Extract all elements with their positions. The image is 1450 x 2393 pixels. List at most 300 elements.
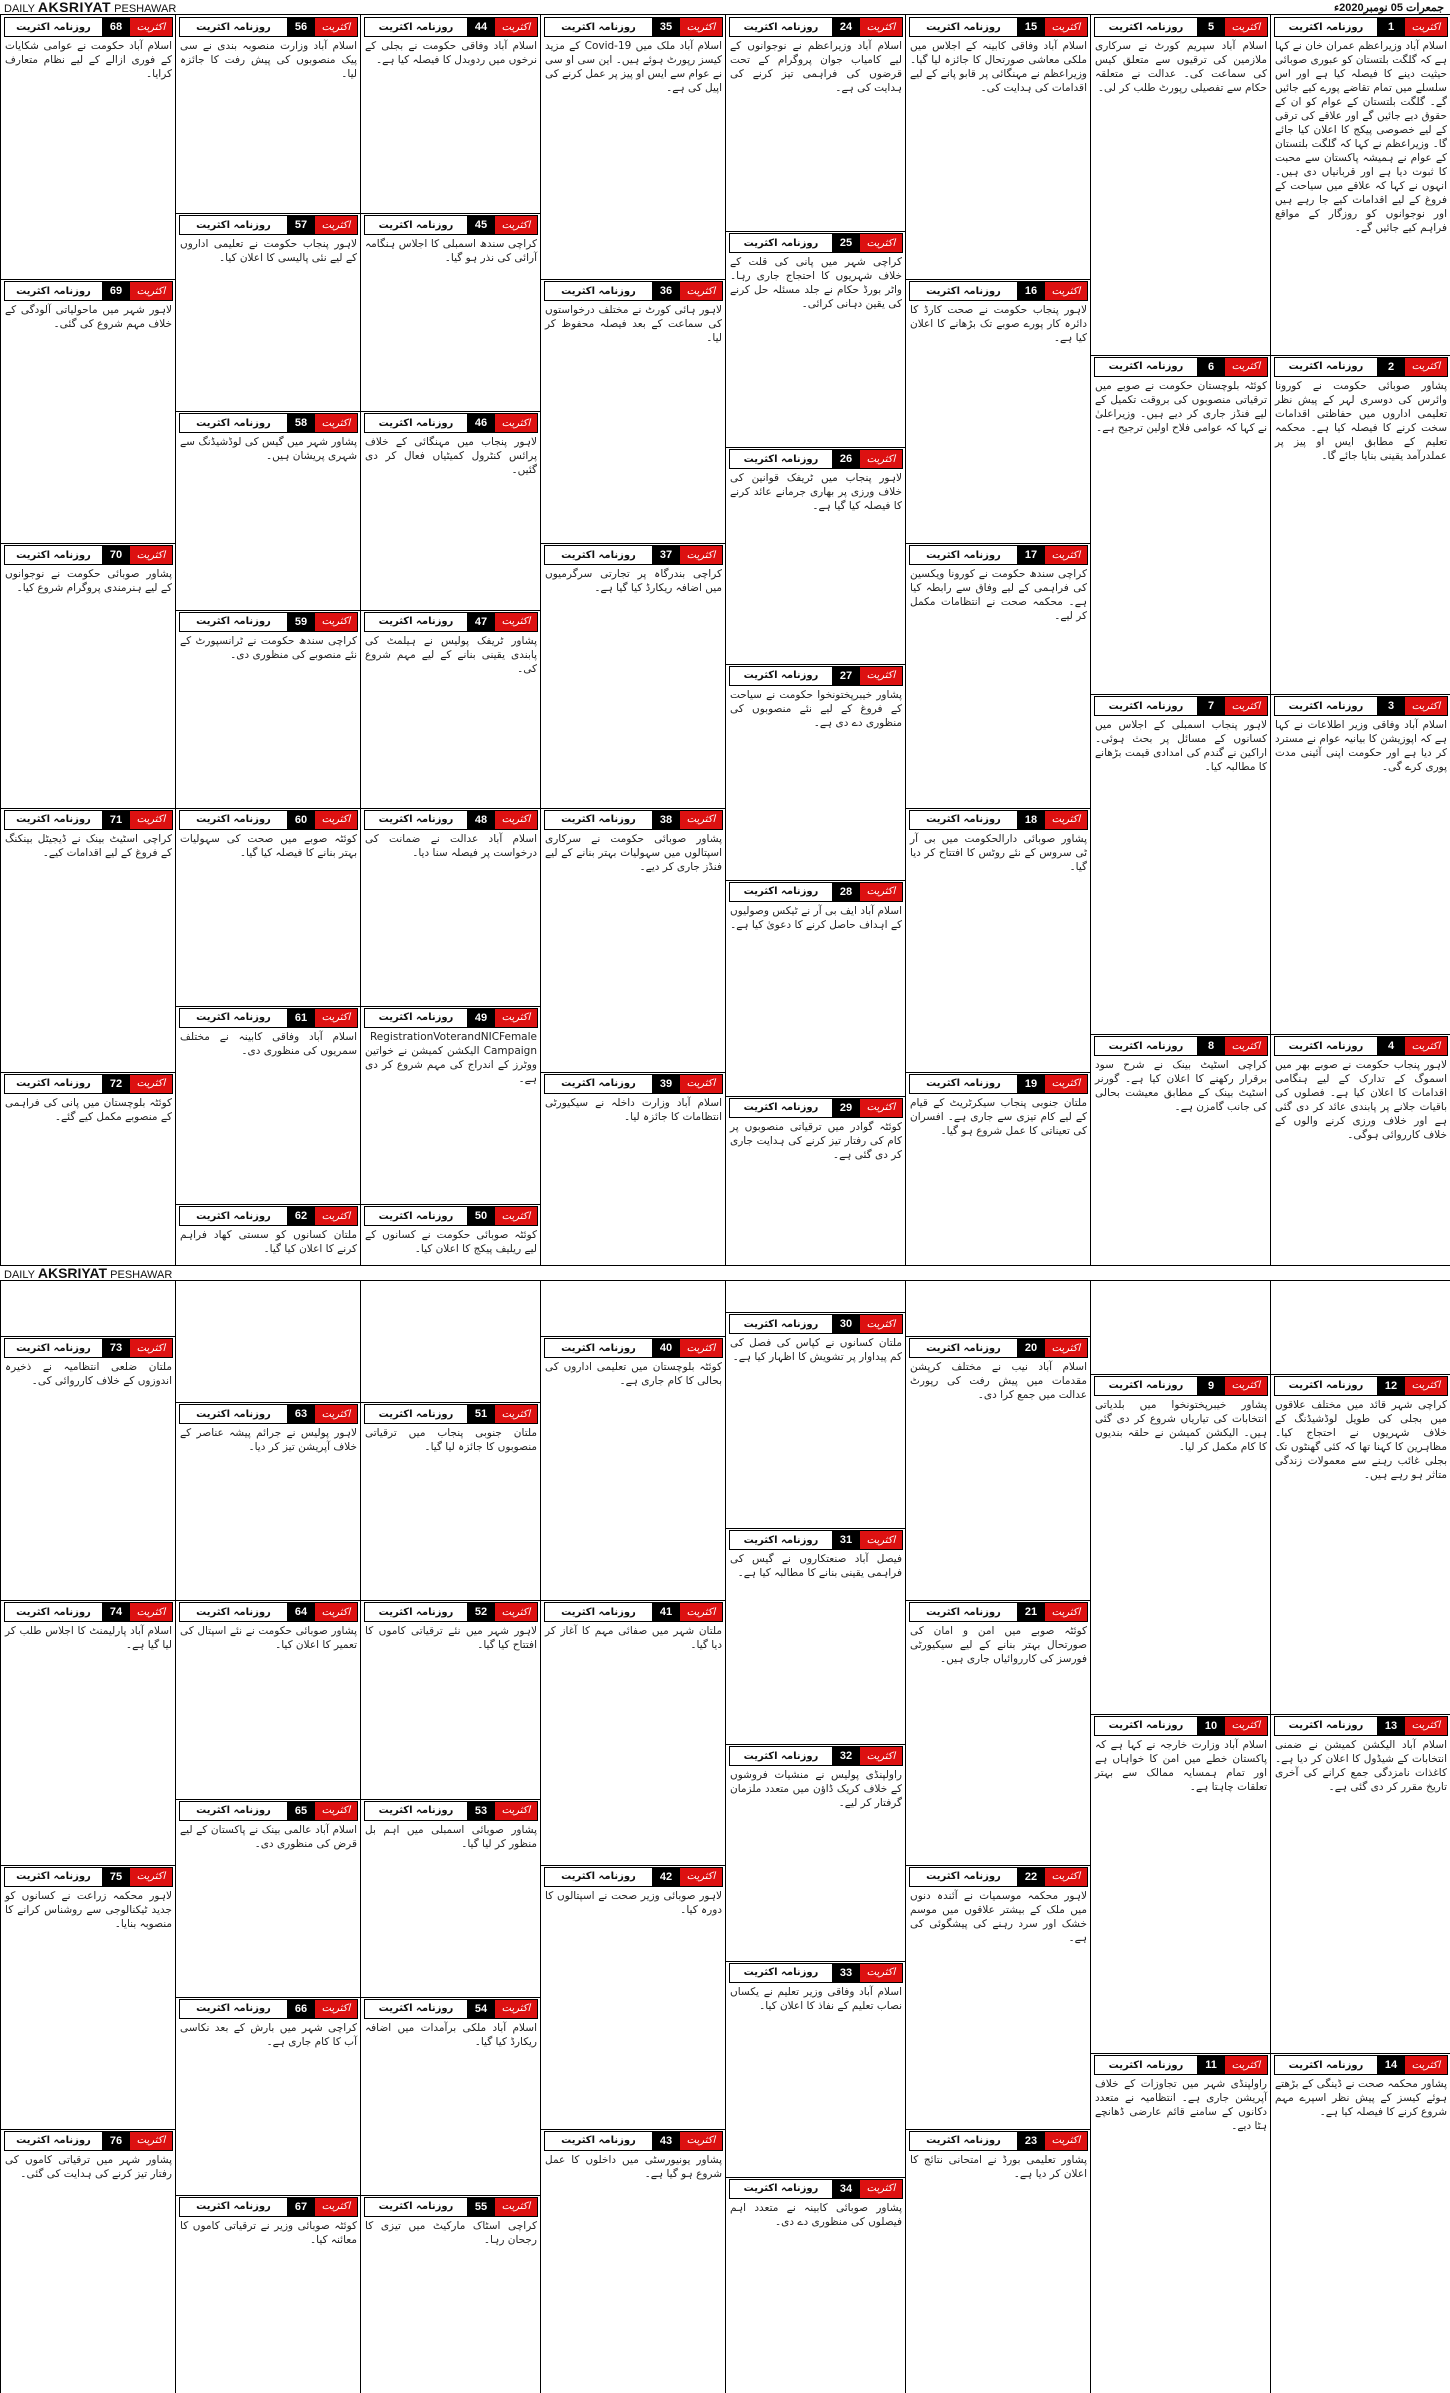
news-item-body: کوئٹہ صوبے میں صحت کی سہولیات بہتر بنانے کا فیصلہ کیا گیا۔ [180,832,357,859]
news-item-header [364,215,538,235]
news-item [1091,1714,1271,2054]
news-item-header [909,281,1088,301]
news-item [1,1336,176,1600]
news-item [176,15,361,213]
news-item-paper-label: روزنامہ اکثریت [743,1318,819,1330]
news-item-number: 66 [287,2000,315,2018]
news-item [176,1600,361,1798]
paper-logo-badge: اکثریت [1225,697,1267,715]
news-item [176,213,361,411]
item-divider [906,279,1091,280]
news-item-number: 39 [652,1075,680,1093]
news-item [361,15,541,213]
paper-logo-badge: اکثریت [860,667,902,685]
news-item-header [364,17,538,37]
news-item-header [364,413,538,433]
news-item [1271,694,1450,1034]
paper-logo-badge: اکثریت [1045,1868,1087,1886]
news-item-body: پشاور خیبرپختونخوا حکومت نے سیاحت کے فروغ کے لیے نئے منصوبوں کی منظوری دے دی ہے۔ [730,688,902,729]
paper-logo-badge: اکثریت [495,1603,537,1621]
news-item-body: راولپنڈی پولیس نے منشیات فروشوں کے خلاف کریک ڈاؤن میں متعدد ملزمان گرفتار کر لیے۔ [730,1769,902,1810]
brand-city: PESHAWAR [114,3,177,15]
paper-logo-badge: اکثریت [130,1603,172,1621]
news-item [1271,1374,1450,1714]
news-item-header [729,1530,903,1550]
news-item-body: لاہور صوبائی وزیر صحت نے اسپتالوں کا دورہ کیا۔ [545,1889,722,1916]
item-divider [726,2177,906,2178]
item-divider [726,664,906,665]
news-item-header [1094,357,1268,377]
news-item-paper-label: روزنامہ اکثریت [926,1606,1001,1618]
item-divider [541,808,726,809]
paper-logo-badge: اکثریت [680,282,722,300]
item-divider [176,1204,361,1205]
paper-logo-badge: اکثریت [680,811,722,829]
news-item-paper-label: روزنامہ اکثریت [926,1342,1001,1354]
news-item-header [179,215,358,235]
news-item-paper-label: روزنامہ اکثریت [743,2183,819,2195]
news-item-body: لاہور پنجاب حکومت نے صوبے بھر میں اسموگ کے تدارک کے لیے ہنگامی اقدامات کا اعلان کیا ہے۔ فصلوں کی باقیات جلانے پر پابندی عائد کر دی گئی ہے اور خلاف ورزی کرنے والوں کے خلاف کارروائی ہوگی۔ [1275,1059,1447,1142]
news-item-paper-label: روزنامہ اکثریت [378,1805,454,1816]
news-item-header [909,1867,1088,1887]
news-item [1,1072,176,1336]
news-item [361,1006,541,1204]
news-item-header [729,1963,903,1983]
news-item-header [1274,1376,1448,1396]
paper-logo-badge: اکثریت [130,282,172,300]
news-item [541,1336,726,1600]
news-item [906,1865,1091,2129]
paper-logo-badge: اکثریت [860,2180,902,2198]
news-item-number: 62 [287,1207,315,1225]
news-item-header [364,1602,538,1622]
news-column [360,15,541,2393]
item-divider [726,880,906,881]
paper-logo-badge: اکثریت [680,18,722,36]
news-item-paper-label: روزنامہ اکثریت [378,1210,454,1222]
news-item [906,15,1091,279]
news-item-number: 75 [102,1868,130,1886]
paper-logo-badge: اکثریت [495,1405,537,1423]
news-item-header [729,449,903,469]
news-item-number: 16 [1017,282,1045,300]
news-item-header [1094,1036,1268,1056]
news-item-header [179,1404,358,1424]
news-item-header [909,2131,1088,2151]
paper-logo-badge: اکثریت [495,18,537,36]
news-item [1271,1034,1450,1374]
news-item-paper-label: روزنامہ اکثریت [196,2003,271,2015]
news-item-number: 21 [1017,1603,1045,1621]
item-divider [1,1865,176,1866]
news-item-number: 36 [652,282,680,300]
news-item-number: 29 [832,1099,860,1117]
news-item-paper-label: روزنامہ اکثریت [196,1606,271,1618]
news-item-header [544,1867,723,1887]
news-item [1,1600,176,1864]
news-item-body: پشاور ٹریفک پولیس نے ہیلمٹ کی پابندی یقینی بنانے کے لیے مہم شروع کی۔ [365,634,537,675]
news-item-header [729,233,903,253]
news-item-body: اسلام آباد وزارت منصوبہ بندی نے سی پیک منصوبوں کی پیش رفت کا جائزہ لیا۔ [180,40,357,80]
news-item-paper-label: روزنامہ اکثریت [196,1408,271,1420]
news-item-paper-label: روزنامہ اکثریت [196,1012,271,1024]
news-item-header [179,2197,358,2217]
item-divider [726,231,906,232]
news-item-paper-label: روزنامہ اکثریت [743,1967,819,1979]
news-item-paper-label: روزنامہ اکثریت [561,2135,636,2147]
news-item-body: فیصل آباد صنعتکاروں نے گیس کی فراہمی یقینی بنانے کا مطالبہ کیا ہے۔ [730,1553,902,1580]
news-item-body: اسلام آباد حکومت نے عوامی شکایات کے فوری ازالے کے لیے نظام متعارف کرایا۔ [5,40,172,80]
news-item [361,1997,541,2195]
paper-logo-badge: اکثریت [1405,18,1447,36]
item-divider [176,1402,361,1403]
news-item [1091,15,1271,355]
news-item-number: 50 [467,1207,495,1225]
news-item-paper-label: روزنامہ اکثریت [378,219,454,231]
news-item-number: 59 [287,613,315,631]
paper-logo-badge: اکثریت [315,811,357,829]
news-item [361,213,541,411]
item-divider [1,1336,176,1337]
item-divider [1271,694,1450,695]
news-item-body: کوئٹہ بلوچستان میں تعلیمی اداروں کی بحالی کا کام جاری ہے۔ [545,1361,722,1388]
news-item-paper-label: روزنامہ اکثریت [743,670,819,682]
item-divider [1271,1374,1450,1375]
paper-logo-badge: اکثریت [1045,282,1087,300]
news-item-body: اسلام آباد وزارت خارجہ نے کہا ہے کہ پاکستان خطے میں امن کا خواہاں ہے اور تمام ہمسایہ ممالک سے بہتر تعلقات چاہتا ہے۔ [1095,1738,1267,1793]
news-item-paper-label: روزنامہ اکثریت [926,285,1001,297]
news-item [176,1402,361,1600]
news-column [175,15,361,2393]
news-item-number: 54 [467,2000,495,2018]
paper-logo-badge: اکثریت [680,1603,722,1621]
news-item [176,1204,361,1402]
news-item-header [729,666,903,686]
news-item-paper-label: روزنامہ اکثریت [561,21,636,33]
news-column [540,15,726,2393]
news-item-number: 1 [1377,18,1405,36]
news-item-header [1274,696,1448,716]
news-item-number: 12 [1377,1377,1405,1395]
item-divider [176,411,361,412]
news-item-header [364,2197,538,2217]
news-item-number: 4 [1377,1037,1405,1055]
news-item-number: 19 [1017,1075,1045,1093]
item-divider [176,1799,361,1800]
item-divider [361,213,541,214]
paper-logo-badge: اکثریت [1405,1377,1447,1395]
news-item-paper-label: روزنامہ اکثریت [16,1342,91,1354]
news-item-header [544,1338,723,1358]
news-item-paper-label: روزنامہ اکثریت [196,616,271,627]
paper-logo-badge: اکثریت [1225,1717,1267,1735]
news-item-body: پشاور یونیورسٹی میں داخلوں کا عمل شروع ہو گیا ہے۔ [545,2153,722,2180]
news-item-number: 26 [832,450,860,468]
news-item-header [909,545,1088,565]
news-item-header [729,2179,903,2199]
paper-logo-badge: اکثریت [1225,18,1267,36]
news-item-body: پشاور تعلیمی بورڈ نے امتحانی نتائج کا اعلان کر دیا ہے۔ [910,2153,1087,2180]
paper-logo-badge: اکثریت [680,546,722,564]
item-divider [1091,694,1271,695]
news-item-paper-label: روزنامہ اکثریت [1108,1040,1184,1052]
news-item-header [179,1801,358,1821]
news-item [726,1312,906,1528]
news-item-number: 49 [467,1009,495,1027]
news-item-paper-label: روزنامہ اکثریت [1288,2059,1364,2071]
news-item-body: اسلام آباد ملکی برآمدات میں اضافہ ریکارڈ کیا گیا۔ [365,2021,537,2048]
news-item-body: اسلام آباد عدالت نے ضمانت کی درخواست پر فیصلہ سنا دیا۔ [365,832,537,859]
news-item-paper-label: روزنامہ اکثریت [196,1805,271,1816]
news-item-number: 57 [287,216,315,234]
masthead-brand [0,0,176,15]
paper-logo-badge: اکثریت [130,1075,172,1093]
item-divider [726,1312,906,1313]
paper-logo-badge: اکثریت [315,18,357,36]
news-item [726,231,906,447]
news-item-number: 14 [1377,2056,1405,2074]
news-item-header [1274,2055,1448,2075]
item-divider [361,1006,541,1007]
news-item [1,15,176,279]
news-item-number: 8 [1197,1037,1225,1055]
item-divider [726,1528,906,1529]
paper-logo-badge: اکثریت [1225,2056,1267,2074]
news-item [1091,694,1271,1034]
news-item-header [1274,17,1448,37]
news-item-header [544,810,723,830]
paper-logo-badge: اکثریت [495,2198,537,2216]
news-item-header [729,882,903,902]
news-item-header [179,1999,358,2019]
news-item-paper-label: روزنامہ اکثریت [196,814,271,826]
news-item [361,1799,541,1997]
news-item-body: اسلام آباد نیب نے مختلف کرپشن مقدمات میں پیش رفت کی رپورٹ عدالت میں جمع کرا دی۔ [910,1361,1087,1402]
news-item-body: لاہور شہر میں نئے ترقیاتی کاموں کا افتتاح کیا گیا۔ [365,1625,537,1652]
news-item [906,543,1091,807]
news-item-body: کوئٹہ صوبے میں امن و امان کی صورتحال بہتر بنانے کے لیے سیکیورٹی فورسز کی کارروائیاں جاری ہیں۔ [910,1625,1087,1666]
news-item-header [1274,1716,1448,1736]
news-item-paper-label: روزنامہ اکثریت [926,814,1001,826]
news-item [1091,355,1271,695]
paper-logo-badge: اکثریت [860,1747,902,1765]
news-item-body: پشاور صوبائی حکومت نے نئے اسپتال کی تعمیر کا اعلان کیا۔ [180,1625,357,1652]
news-item-body: لاہور پنجاب میں مہنگائی کے خلاف پرائس کنٹرول کمیٹیاں فعال کر دی گئیں۔ [365,436,537,477]
news-item [906,1600,1091,1864]
news-item [361,411,541,609]
news-item-body: پشاور صوبائی دارالحکومت میں بی آر ٹی سروس کے نئے روٹس کا افتتاح کر دیا گیا۔ [910,832,1087,873]
paper-logo-badge: اکثریت [1405,2056,1447,2074]
mid-page-band [0,1265,1450,1281]
paper-logo-badge: اکثریت [1405,1037,1447,1055]
news-item-paper-label: روزنامہ اکثریت [1288,1720,1364,1732]
item-divider [1091,1034,1271,1035]
paper-logo-badge: اکثریت [1045,811,1087,829]
news-item-paper-label: روزنامہ اکثریت [378,1012,454,1024]
news-column [1090,15,1271,2393]
item-divider [176,808,361,809]
news-item-body: اسلام آباد وفاقی حکومت نے بجلی کے نرخوں میں ردوبدل کا فیصلہ کیا ہے۔ [365,40,537,66]
item-divider [361,2195,541,2196]
news-item-header [729,17,903,37]
item-divider [1091,1374,1271,1375]
news-item-number: 48 [467,811,495,829]
news-item-paper-label: روزنامہ اکثریت [926,1871,1001,1883]
news-item-body: ملتان کسانوں نے کپاس کی فصل کی کم پیداوار پر تشویش کا اظہار کیا ہے۔ [730,1337,902,1364]
news-item-paper-label: روزنامہ اکثریت [743,1534,819,1546]
paper-logo-badge: اکثریت [680,1868,722,1886]
item-divider [361,1799,541,1800]
news-item-paper-label: روزنامہ اکثریت [561,549,636,561]
news-item-body: کراچی اسٹیٹ بینک نے ڈیجیٹل بینکنگ کے فروغ کے لیے اقدامات کیے۔ [5,832,172,859]
news-item-number: 2 [1377,358,1405,376]
news-item-paper-label: روزنامہ اکثریت [16,1078,91,1090]
news-item-paper-label: روزنامہ اکثریت [1108,361,1184,373]
news-item-number: 7 [1197,697,1225,715]
news-item [1,2129,176,2393]
news-item-number: 61 [287,1009,315,1027]
paper-logo-badge: اکثریت [1045,546,1087,564]
news-item-paper-label: روزنامہ اکثریت [561,1342,636,1354]
news-item-number: 74 [102,1603,130,1621]
news-item-number: 42 [652,1868,680,1886]
paper-logo-badge: اکثریت [1225,358,1267,376]
news-item-paper-label: روزنامہ اکثریت [16,814,91,826]
item-divider [906,2129,1091,2130]
news-item-header [4,2131,173,2151]
paper-logo-badge: اکثریت [860,1099,902,1117]
paper-logo-badge: اکثریت [315,1009,357,1027]
item-divider [1,2129,176,2130]
paper-logo-badge: اکثریت [315,216,357,234]
news-item-body: کراچی شہر میں بارش کے بعد نکاسی آب کا کام جاری ہے۔ [180,2021,357,2048]
news-item-body: کراچی اسٹیٹ بینک نے شرح سود برقرار رکھنے کا اعلان کیا ہے۔ گورنر اسٹیٹ بینک کے مطابق معیشت بحالی کی جانب گامزن ہے۔ [1095,1059,1267,1114]
news-item-paper-label: روزنامہ اکثریت [196,1210,271,1222]
news-item-body: لاہور شہر میں ماحولیاتی آلودگی کے خلاف مہم شروع کی گئی۔ [5,304,172,331]
news-item-header [179,612,358,632]
news-item-body: کوئٹہ صوبائی وزیر نے ترقیاتی کاموں کا معائنہ کیا۔ [180,2219,357,2246]
item-divider [1271,1034,1450,1035]
news-item-number: 65 [287,1802,315,1820]
news-item-paper-label: روزنامہ اکثریت [16,1606,91,1618]
news-item-body: کراچی سندھ حکومت نے کورونا ویکسین کی فراہمی کے لیے وفاق سے رابطہ کیا ہے۔ محکمہ صحت نے انتظامات مکمل کر لیے۔ [910,568,1087,623]
news-item-header [364,612,538,632]
item-divider [726,1744,906,1745]
news-item-paper-label: روزنامہ اکثریت [561,1078,636,1090]
item-divider [1091,2053,1271,2054]
news-item-header [4,1602,173,1622]
news-item-number: 41 [652,1603,680,1621]
item-divider [906,1865,1091,1866]
news-item [541,1072,726,1336]
news-item-number: 27 [832,667,860,685]
item-divider [1,279,176,280]
paper-logo-badge: اکثریت [860,1964,902,1982]
item-divider [906,808,1091,809]
news-item [906,1336,1091,1600]
news-item-paper-label: روزنامہ اکثریت [196,219,271,231]
news-item-body: ملتان جنوبی پنجاب میں ترقیاتی منصوبوں کا جائزہ لیا گیا۔ [365,1427,537,1454]
news-item [176,1799,361,1997]
item-divider [176,213,361,214]
news-item [906,279,1091,543]
news-item-number: 18 [1017,811,1045,829]
item-divider [541,1600,726,1601]
news-item-paper-label: روزنامہ اکثریت [1288,21,1364,33]
news-item-number: 67 [287,2198,315,2216]
news-item [1,279,176,543]
news-item-body: پشاور خیبرپختونخوا میں بلدیاتی انتخابات کی تیاریاں شروع کر دی گئی ہیں۔ الیکشن کمیشن نے حلقہ بندیوں کا کام مکمل کر لیا۔ [1095,1398,1267,1453]
news-item-header [364,1008,538,1028]
news-item-number: 63 [287,1405,315,1423]
paper-logo-badge: اکثریت [495,2000,537,2018]
item-divider [541,1865,726,1866]
news-item-body: ملتان ضلعی انتظامیہ نے ذخیرہ اندوزوں کے خلاف کارروائی کی۔ [5,1361,172,1388]
news-item-number: 72 [102,1075,130,1093]
news-item-body: لاہور محکمہ زراعت نے کسانوں کو جدید ٹیکنالوجی سے روشناس کرانے کا منصوبہ بنایا۔ [5,1889,172,1930]
news-item [541,1865,726,2129]
news-item-header [909,810,1088,830]
news-item-number: 28 [832,883,860,901]
paper-logo-badge: اکثریت [680,1075,722,1093]
news-item [176,808,361,1006]
paper-logo-badge: اکثریت [315,1405,357,1423]
news-item-header [909,1602,1088,1622]
paper-logo-badge: اکثریت [130,811,172,829]
paper-logo-badge: اکثریت [315,1802,357,1820]
news-item [176,1006,361,1204]
paper-logo-badge: اکثریت [1225,1037,1267,1055]
news-item-paper-label: روزنامہ اکثریت [16,21,91,33]
news-item [726,447,906,663]
news-item [726,880,906,1096]
paper-logo-badge: اکثریت [315,414,357,432]
news-item-body: RegistrationVoterandNICFemale Campaign الیکشن کمیشن نے خواتین ووٹرز کے اندراج کی مہم شروع کر دی ہے۔ [365,1030,537,1085]
item-divider [176,1997,361,1998]
news-item-paper-label: روزنامہ اکثریت [378,1408,454,1420]
news-item-header [544,2131,723,2151]
news-grid [0,15,1450,2393]
news-item-header [1094,1376,1268,1396]
item-divider [361,1402,541,1403]
news-item-body: اسلام آباد وزارت داخلہ نے سیکیورٹی انتظامات کا جائزہ لیا۔ [545,1096,722,1123]
news-item [1271,2053,1450,2393]
news-item-header [4,545,173,565]
item-divider [176,1006,361,1007]
news-item-body: لاہور پنجاب میں ٹریفک قوانین کی خلاف ورزی پر بھاری جرمانے عائد کرنے کا فیصلہ کیا گیا ہے۔ [730,472,902,513]
news-item-header [4,281,173,301]
news-item [1,543,176,807]
news-item-number: 52 [467,1603,495,1621]
news-item-body: کراچی سندھ اسمبلی کا اجلاس ہنگامہ آرائی کی نذر ہو گیا۔ [365,238,537,265]
news-item-number: 15 [1017,18,1045,36]
news-item-header [1094,17,1268,37]
item-divider [541,1336,726,1337]
news-item-paper-label: روزنامہ اکثریت [743,21,819,33]
news-item [176,2195,361,2393]
news-item [1091,1034,1271,1374]
news-item-paper-label: روزنامہ اکثریت [196,21,271,33]
news-item-body: اسلام آباد وفاقی وزیر تعلیم نے یکساں نصاب تعلیم کے نفاذ کا اعلان کیا۔ [730,1985,902,2012]
masthead [0,0,1450,15]
news-item-paper-label: روزنامہ اکثریت [16,2135,91,2147]
news-item-body: ملتان شہر میں صفائی مہم کا آغاز کر دیا گیا۔ [545,1625,722,1652]
news-item [726,1744,906,1960]
news-item [1091,2053,1271,2393]
item-divider [541,279,726,280]
item-divider [541,2129,726,2130]
news-item [726,2177,906,2393]
